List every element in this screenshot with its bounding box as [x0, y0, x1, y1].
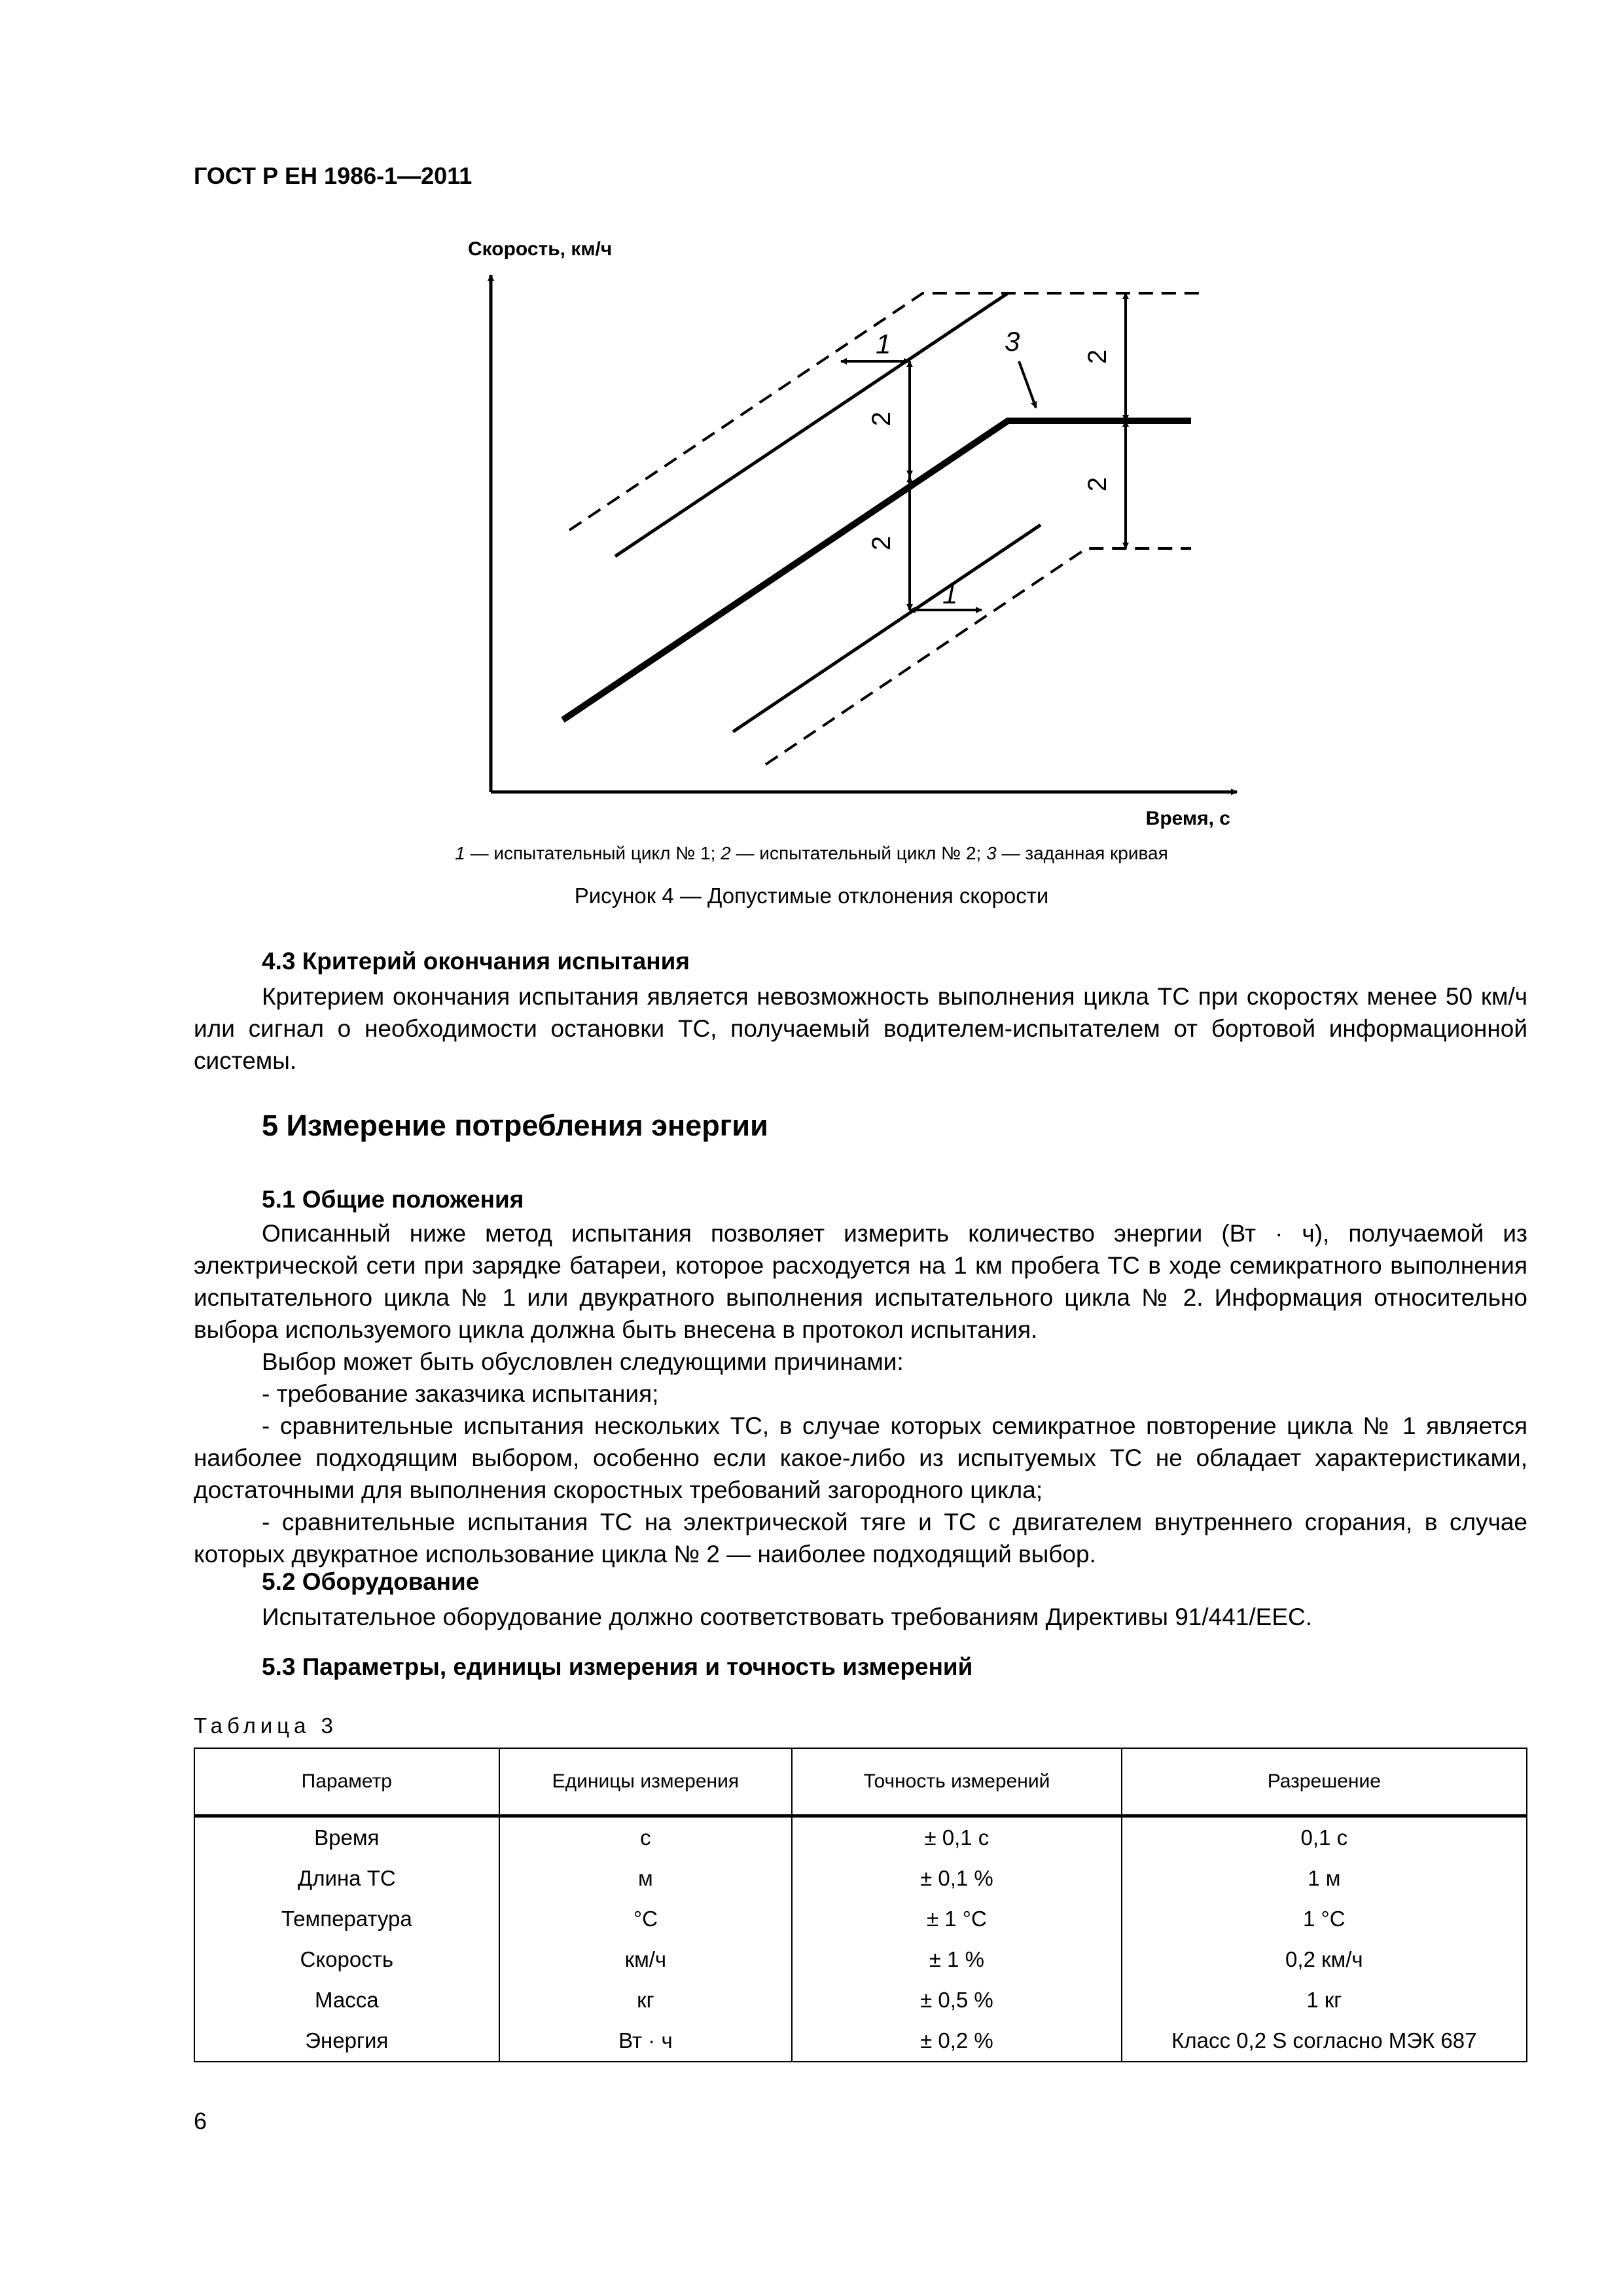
table-cell: 1 °С [1122, 1899, 1527, 1939]
table-cell: ± 0,2 % [792, 2020, 1121, 2062]
table-row [194, 1980, 1527, 2020]
list-item: - сравнительные испытания нескольких ТС, в случае которых семикратное повторение цикла № 1 является наиболее подходящим выбором, особенно если какое-либо из испытуемых ТС не обладает характеристиками, достаточными для выполнения скоростных требований загородного цикла; [194, 1412, 1527, 1503]
table-cell: 1 кг [1122, 1980, 1527, 2020]
document-code: ГОСТ Р ЕН 1986-1—2011 [194, 162, 473, 189]
table-cell: Масса [194, 1980, 499, 2020]
legend-number: 1 [455, 843, 465, 863]
paragraph: Критерием окончания испытания является невозможность выполнения цикла ТС при скоростях менее 50 км/ч или сигнал о необходимости остановки ТС, получаемый водителем-испытателем от бортовой информационной системы. [194, 983, 1527, 1074]
lower-time-tolerance-line [733, 525, 1041, 732]
upper-time-tolerance-line [615, 293, 1008, 556]
list-item: - требование заказчика испытания; [262, 1380, 659, 1407]
page-number: 6 [194, 2108, 207, 2134]
paragraph: Выбор может быть обусловлен следующими причинами: [262, 1348, 904, 1375]
table-row [194, 2020, 1527, 2062]
table-cell: 1 м [1122, 1858, 1527, 1899]
section-heading: 5.2 Оборудование [262, 1568, 480, 1595]
table-cell: кг [499, 1980, 793, 2020]
table-cell: 0,1 с [1122, 1816, 1527, 1859]
lower-dashed-tolerance [766, 548, 1191, 764]
legend-text: — испытательный цикл № 1; [465, 843, 721, 863]
curve-3-label: 3 [1005, 326, 1020, 357]
table-row [194, 1899, 1527, 1939]
table-cell: ± 0,5 % [792, 1980, 1121, 2020]
table-cell: Вт · ч [499, 2020, 793, 2062]
x-axis-label: Время, с [1145, 808, 1230, 829]
table-cell: 0,2 км/ч [1122, 1939, 1527, 1980]
table-header-cell: Разрешение [1122, 1748, 1527, 1816]
paragraph: Описанный ниже метод испытания позволяет измерить количество энергии (Вт · ч), получаемой из электрической сети при зарядке батареи, которое расходуется на 1 км пробега ТС в ходе семикратного выполнения испытательного цикла № 1 или двукратного выполнения испытательного цикла № 2. Информация относительно выбора используемого цикла должна быть внесена в протокол испытания. [194, 1220, 1527, 1343]
curve-1-label: 1 [876, 329, 891, 359]
table-row [194, 1939, 1527, 1980]
table-header-cell: Единицы измерения [499, 1748, 793, 1816]
legend-number: 3 [986, 843, 997, 863]
table-cell: ± 0,1 с [792, 1816, 1121, 1859]
table-cell: Длина ТС [194, 1858, 499, 1899]
table-cell: Скорость [194, 1939, 499, 1980]
paragraph: Испытательное оборудование должно соответствовать требованиям Директивы 91/441/EEC. [262, 1604, 1313, 1630]
section-heading: 4.3 Критерий окончания испытания [262, 948, 690, 975]
list-item: - сравнительные испытания ТС на электрической тяге и ТС с двигателем внутреннего сгорания, в случае которых двукратное использование цикла № 2 — наиболее подходящий выбор. [194, 1509, 1527, 1568]
section-heading: 5.1 Общие положения [262, 1186, 524, 1213]
table-cell: км/ч [499, 1939, 793, 1980]
speed-offset-label: 2 [867, 411, 896, 427]
table-row [194, 1858, 1527, 1899]
section-body [194, 1217, 1527, 1570]
figure-caption: Рисунок 4 — Допустимые отклонения скорости [574, 884, 1049, 908]
table-row [194, 1816, 1527, 1859]
legend-text: — заданная кривая [996, 843, 1168, 863]
speed-offset-label: 2 [1083, 476, 1112, 492]
table-cell: Класс 0,2 S согласно МЭК 687 [1122, 2020, 1527, 2062]
curve-3-leader [1019, 361, 1036, 408]
table-cell: ± 0,1 % [792, 1858, 1121, 1899]
legend-text: — испытательный цикл № 2; [730, 843, 987, 863]
parameters-table [194, 1748, 1527, 2062]
curve-1-label: 1 [942, 579, 958, 609]
table-cell: ± 1 °С [792, 1899, 1121, 1939]
legend-number: 2 [721, 843, 731, 863]
y-axis-label: Скорость, км/ч [468, 238, 613, 260]
reference-curve [563, 421, 1191, 720]
speed-tolerance-figure [393, 223, 1309, 838]
figure-legend [0, 843, 1623, 864]
speed-offset-label: 2 [867, 535, 896, 551]
table-header-cell: Параметр [194, 1748, 499, 1816]
section-body [194, 1601, 1527, 1633]
section-heading: 5 Измерение потребления энергии [262, 1109, 768, 1142]
section-heading: 5.3 Параметры, единицы измерения и точность измерений [262, 1653, 973, 1680]
table-header-cell: Точность измерений [792, 1748, 1121, 1816]
table-header-row [194, 1748, 1527, 1816]
table-cell: ± 1 % [792, 1939, 1121, 1980]
table-cell: Время [194, 1816, 499, 1859]
table-label: Таблица 3 [194, 1713, 338, 1738]
speed-offset-label: 2 [1083, 349, 1112, 365]
table-cell: Температура [194, 1899, 499, 1939]
table-cell: Энергия [194, 2020, 499, 2062]
section-body [194, 980, 1527, 1077]
table-cell: с [499, 1816, 793, 1859]
table-cell: м [499, 1858, 793, 1899]
table-cell: °С [499, 1899, 793, 1939]
